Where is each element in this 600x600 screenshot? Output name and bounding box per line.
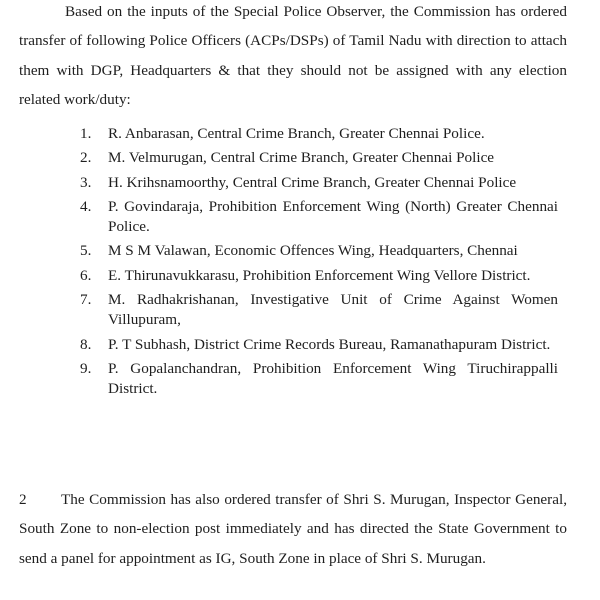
officer-entry: H. Krihsnamoorthy, Central Crime Branch, Greater Chennai Police [108,173,517,191]
officer-entry: M S M Valawan, Economic Offences Wing, Headquarters, Chennai [108,242,518,260]
officer-list [80,124,558,404]
list-item [80,266,558,286]
list-number: 8. [80,335,92,353]
list-item [80,290,558,331]
officer-entry: M. Radhakrishanan, Investigative Unit of Crime Against Women Villupuram, [108,291,558,329]
officer-entry: P. Gopalanchandran, Prohibition Enforcement Wing Tiruchirappalli District. [108,359,558,398]
list-number: 2. [80,149,92,167]
list-item [80,148,558,168]
officer-entry: P. T Subhash, District Crime Records Bureau, Ramanathapuram District. [108,335,551,353]
officer-entry: P. Govindaraja, Prohibition Enforcement Wing (North) Greater Chennai Police. [108,197,558,236]
list-item [80,359,558,400]
list-number: 7. [80,291,92,309]
list-number: 1. [80,125,92,142]
list-number: 6. [80,266,92,284]
list-number: 3. [80,173,92,191]
paragraph-number: 2 [19,491,27,508]
list-item [80,335,558,355]
officer-entry: E. Thirunavukkarasu, Prohibition Enforcement Wing Vellore District. [108,266,531,284]
list-item [80,241,558,261]
list-number: 9. [80,359,92,377]
list-item [80,197,558,238]
list-item [80,173,558,193]
list-number: 5. [80,242,92,260]
list-item [80,124,558,144]
officer-entry: R. Anbarasan, Central Crime Branch, Greater Chennai Police. [108,125,485,142]
second-paragraph [19,485,567,573]
list-number: 4. [80,197,92,215]
intro-paragraph: Based on the inputs of the Special Police Observer, the Commission has ordered transfer of following Police Officers (ACPs/DSPs) of Tamil Nadu with direction to attach them with DGP, Headquarters & that they should not be assigned with any election related work/duty: [19,3,567,109]
second-paragraph-text: The Commission has also ordered transfer of Shri S. Murugan, Inspector General, South Zone to non-election post immediately and has directed the State Government to send a panel for appointment as IG, South Zone in place of Shri S. Murugan. [19,491,567,567]
officer-entry: M. Velmurugan, Central Crime Branch, Greater Chennai Police [108,149,495,167]
